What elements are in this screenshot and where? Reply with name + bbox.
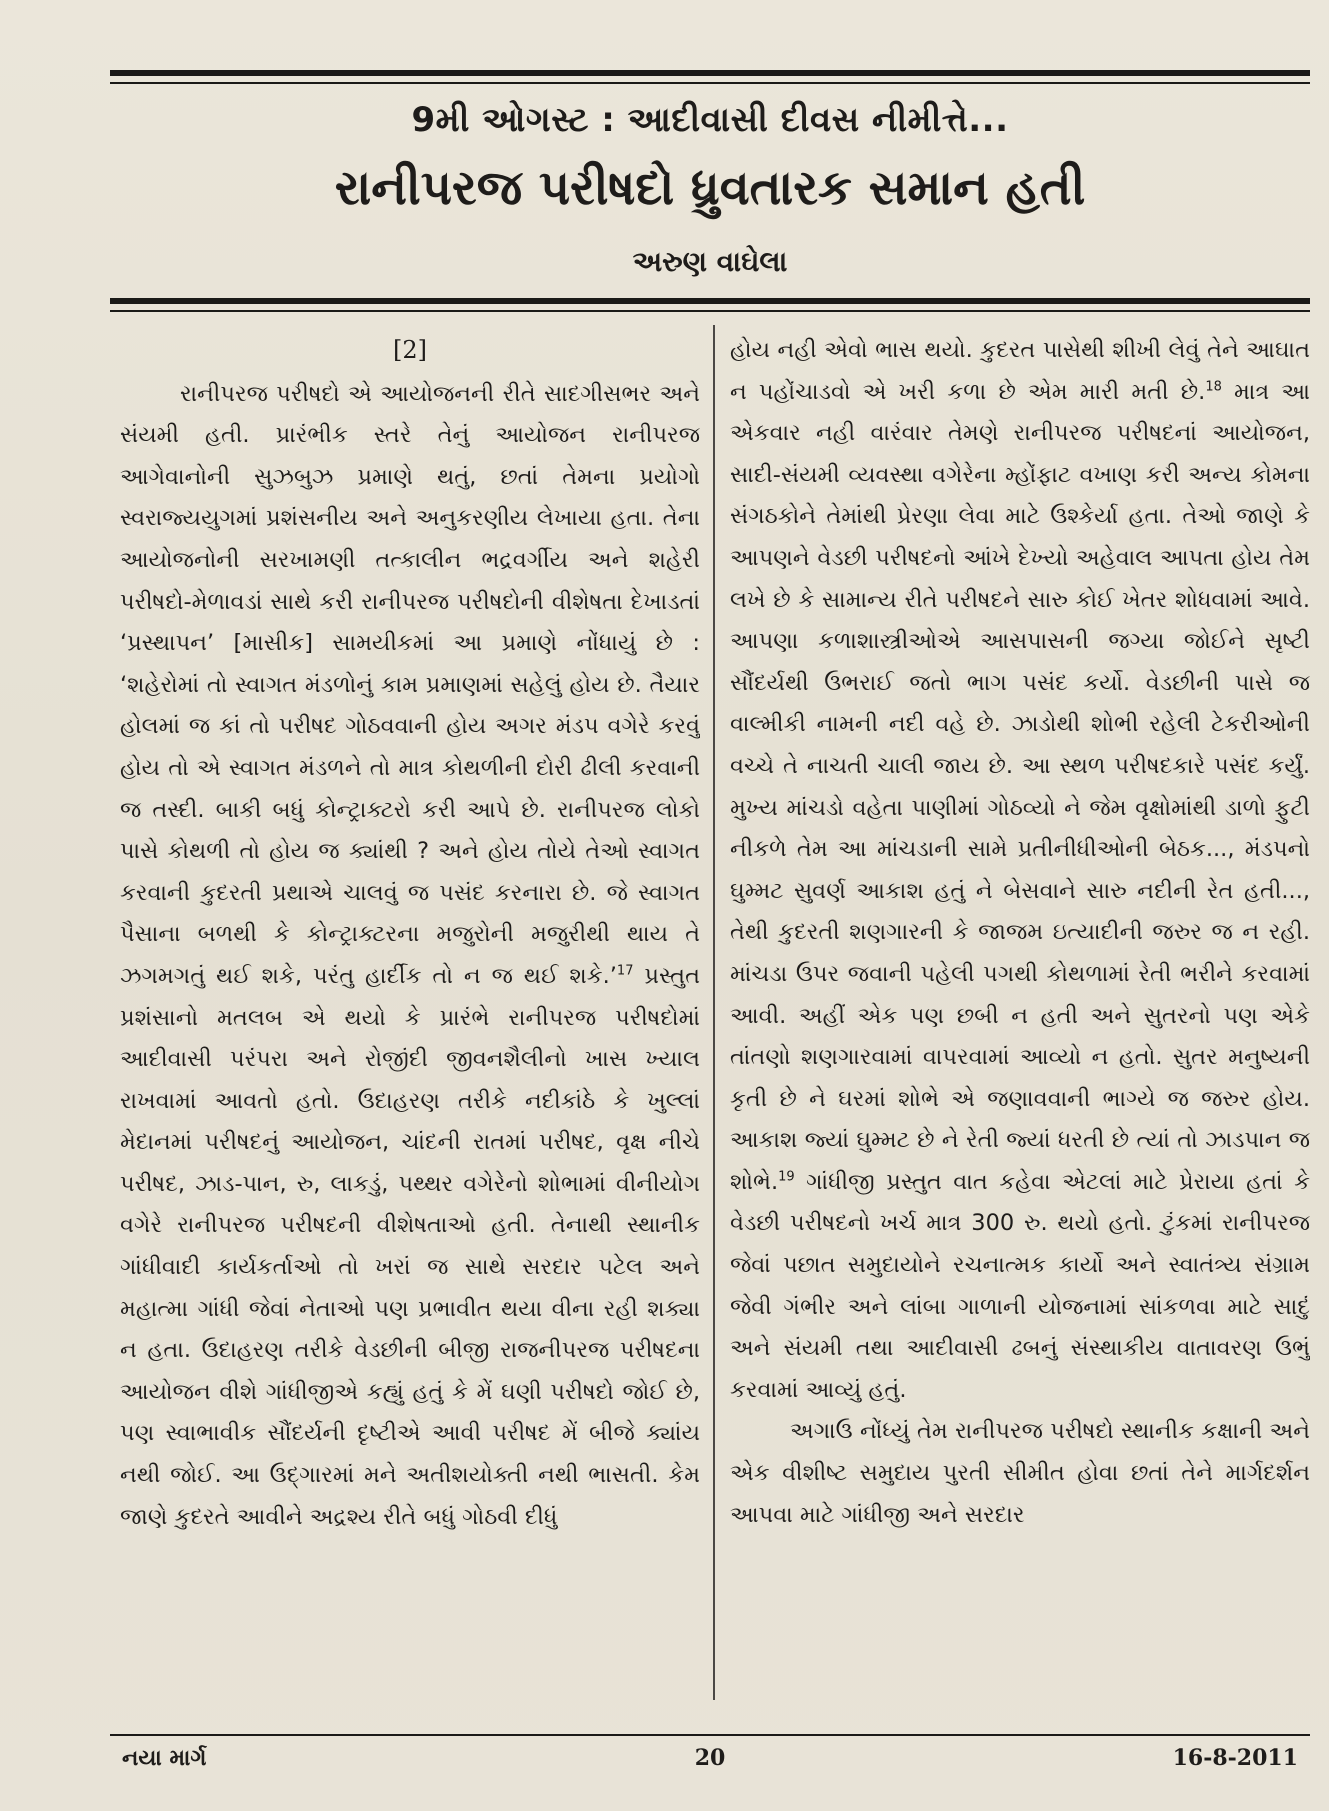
- footnote-17: 17: [616, 963, 634, 979]
- right-paragraph-text-cont: માત્ર આ એકવાર નહી વારંવાર તેમણે રાનીપરજ પરીષદનાં આયોજન, સાદી-સંયમી વ્યવસ્થા વગેરેના મ્હોંફાટ વખાણ કરી અન્ય કોમના સંગઠકોને તેમાંથી પ્રેરણા લેવા માટે ઉશ્કેર્યા હતા. તેઓ જાણે કે આપણને વેડછી પરીષદનો આંખે દેખ્યો અહેવાલ આપતા હોય તેમ લખે છે કે સામાન્ય રીતે પરીષદને સારુ કોઈ ખેતર શોધવામાં આવે. આપણા કળાશાસ્ત્રીઓએ આસપાસની જગ્યા જોઈને સૃષ્ટી સૌંદર્યથી ઉભરાઈ જતો ભાગ પસંદ કર્યો. વેડછીની પાસે જ વાલ્મીકી નામની નદી વહે છે. ઝાડોથી શોભી રહેલી ટેકરીઓની વચ્ચે તે નાચતી ચાલી જાય છે. આ સ્થળ પરીષદકારે પસંદ કર્યું. મુખ્ય માંચડો વહેતા પાણીમાં ગોઠવ્યો ને જેમ વૃક્ષોમાંથી ડાળો ફુટી નીકળે તેમ આ માંચડાની સામે પ્રતીનીધીઓની બેઠક..., મંડપનો ઘુમ્મટ સુવર્ણ આકાશ હતું ને બેસવાને સારુ નદીની રેત હતી..., તેથી કુદરતી શણગારની કે જાજમ ઇત્યાદીની જરુર જ ન રહી. માંચડા ઉપર જવાની પહેલી પગથી કોથળામાં રેતી ભરીને કરવામાં આવી. અહીં એક પણ છબી ન હતી અને સુતરનો પણ એકે તાંતણો શણગારવામાં વાપરવામાં આવ્યો ન હતો. સુતર મનુષ્યની કૃતી છે ને ઘરમાં શોભે એ જણાવવાની ભાગ્યે જ જરુર હોય. આકાશ જ્યાં ઘુમ્મટ છે ને રેતી જ્યાં ધરતી છે ત્યાં તો ઝાડપાન જ શોભે.: [730, 378, 1310, 1195]
- header-top-thin-rule: [110, 82, 1310, 84]
- column-divider: [713, 325, 715, 1700]
- header-bottom-thin-rule: [110, 310, 1310, 312]
- right-column: [730, 330, 1310, 1700]
- page-footer: [110, 1745, 1310, 1785]
- right-paragraph: [730, 330, 1310, 1411]
- footnote-18: 18: [1205, 379, 1222, 395]
- article-byline: અરુણ વાઘેલા: [632, 245, 788, 278]
- footnote-19: 19: [778, 1169, 795, 1185]
- article-title: રાનીપરજ પરીષદો ધ્રુવતારક સમાન હતી: [334, 160, 1086, 216]
- article-kicker: 9મી ઓગસ્ટ : આદીવાસી દીવસ નીમીત્તે...: [411, 100, 1009, 140]
- section-number: [2]: [393, 336, 427, 364]
- left-paragraph: [120, 374, 700, 1539]
- issue-date: 16-8-2011: [1172, 1745, 1298, 1771]
- header-bottom-rule: [110, 298, 1310, 304]
- right-paragraph-text-cont2: ગાંધીજી પ્રસ્તુત વાત કહેવા એટલાં માટે પ્રેરાયા હતાં કે વેડછી પરીષદનો ખર્ચ માત્ર 300 રુ. થયો હતો. ટુંકમાં રાનીપરજ જેવાં પછાત સમુદાયોને રચનાત્મક કાર્યો અને સ્વાતંત્ર્ય સંગ્રામ જેવી ગંભીર અને લાંબા ગાળાની યોજનામાં સાંકળવા માટે સાદું અને સંયમી તથા આદીવાસી ઢબનું સંસ્થાકીય વાતાવરણ ઉભું કરવામાં આવ્યું હતું.: [730, 1168, 1310, 1403]
- left-paragraph-text: રાનીપરજ પરીષદો એ આયોજનની રીતે સાદગીસભર અને સંયમી હતી. પ્રારંભીક સ્તરે તેનું આયોજન રાનીપરજ આગેવાનોની સુઝબુઝ પ્રમાણે થતું, છતાં તેમના પ્રયોગો સ્વરાજ્યયુગમાં પ્રશંસનીય અને અનુકરણીય લેખાયા હતા. તેના આયોજનોની સરખામણી તત્કાલીન ભદ્રવર્ગીય અને શહેરી પરીષદો-મેળાવડાં સાથે કરી રાનીપરજ પરીષદોની વીશેષતા દેખાડતાં ‘પ્રસ્થાપન’ [માસીક] સામયીકમાં આ પ્રમાણે નોંધાયું છે : ‘શહેરોમાં તો સ્વાગત મંડળોનું કામ પ્રમાણમાં સહેલું હોય છે. તૈયાર હોલમાં જ કાં તો પરીષદ ગોઠવવાની હોય અગર મંડપ વગેરે કરવું હોય તો એ સ્વાગત મંડળને તો માત્ર કોથળીની દોરી ઢીલી કરવાની જ તસ્દી. બાકી બધું કોન્ટ્રાક્ટરો કરી આપે છે. રાનીપરજ લોકો પાસે કોથળી તો હોય જ ક્યાંથી ? અને હોય તોયે તેઓ સ્વાગત કરવાની કુદરતી પ્રથાએ ચાલવું જ પસંદ કરનારા છે. જે સ્વાગત પૈસાના બળથી કે કોન્ટ્રાક્ટરના મજુરોની મજુરીથી થાય તે ઝગમગતું થઈ શકે, પરંતુ હાર્દીક તો ન જ થઈ શકે.’: [120, 380, 700, 989]
- left-column: [120, 330, 700, 1700]
- right-paragraph-text: હોય નહી એવો ભાસ થયો. કુદરત પાસેથી શીખી લેવું તેને આઘાત ન પહોંચાડવો એ ખરી કળા છે એમ મારી મતી છે.: [730, 337, 1310, 405]
- right-paragraph-2: અગાઉ નોંધ્યું તેમ રાનીપરજ પરીષદો સ્થાનીક કક્ષાની અને એક વીશીષ્ટ સમુદાય પુરતી સીમીત હોવા છતાં તેને માર્ગદર્શન આપવા માટે ગાંધીજી અને સરદાર: [730, 1418, 1310, 1528]
- footer-rule: [110, 1734, 1310, 1736]
- left-paragraph-text-cont: પ્રસ્તુત પ્રશંસાનો મતલબ એ થયો કે પ્રારંભે રાનીપરજ પરીષદોમાં આદીવાસી પરંપરા અને રોજીંદી જીવનશૈલીનો ખાસ ખ્યાલ રાખવામાં આવતો હતો. ઉદાહરણ તરીકે નદીકાંઠે કે ખુલ્લાં મેદાનમાં પરીષદનું આયોજન, ચાંદની રાતમાં પરીષદ, વૃક્ષ નીચે પરીષદ, ઝાડ-પાન, રુ, લાકડું, પથ્થર વગેરેનો શોભામાં વીનીયોગ વગેરે રાનીપરજ પરીષદની વીશેષતાઓ હતી. તેનાથી સ્થાનીક ગાંધીવાદી કાર્યકર્તાઓ તો ખરાં જ સાથે સરદાર પટેલ અને મહાત્મા ગાંધી જેવાં નેતાઓ પણ પ્રભાવીત થયા વીના રહી શક્યા ન હતા. ઉદાહરણ તરીકે વેડછીની બીજી રાજનીપરજ પરીષદના આયોજન વીશે ગાંધીજીએ કહ્યું હતું કે મેં ઘણી પરીષદો જોઈ છે, પણ સ્વાભાવીક સૌંદર્યની દૃષ્ટીએ આવી પરીષદ મેં બીજે ક્યાંય નથી જોઈ. આ ઉદ્ગારમાં મને અતીશયોક્તી નથી ભાસતી. કેમ જાણે કુદરતે આવીને અદ્રશ્ય રીતે બધું ગોઠવી દીધું: [120, 962, 700, 1530]
- page-number: 20: [694, 1745, 726, 1771]
- header-top-rule: [110, 70, 1310, 76]
- publication-name: નયા માર્ગ: [122, 1745, 207, 1771]
